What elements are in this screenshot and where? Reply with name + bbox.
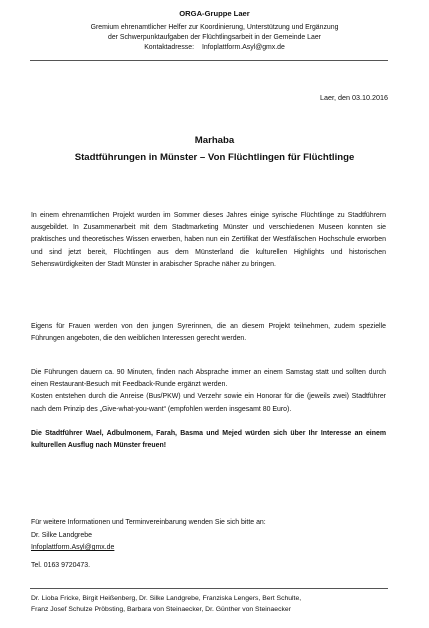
tour-costs-text: Kosten entstehen durch die Anreise (Bus/PKW) und Verzehr sowie ein Honorar für die (jeweils zwei) Stadtführer nach dem Prinzip des „Give-what-you-want“ (empfohlen werden insgesamt 80 Euro). [31, 393, 386, 413]
footer-members-line-1: Dr. Lioba Fricke, Birgit Heißenberg, Dr. Silke Landgrebe, Franziska Lengers, Bert Schulte, [31, 595, 302, 602]
contact-address-email: Infoplattform.Asyl@gmx.de [201, 44, 285, 51]
footer-members [31, 594, 391, 615]
organization-description-line-2: der Schwerpunktaufgaben der Flüchtlingsarbeit in der Gemeinde Laer [108, 34, 321, 41]
contact-intro: Für weitere Informationen und Terminvereinbarung wenden Sie sich bitte an: [31, 519, 266, 526]
contact-block [31, 517, 266, 572]
paragraph-women-tours: Eigens für Frauen werden von den jungen Syrerinnen, die an diesem Projekt teilnehmen, zudem spezielle Führungen angeboten, die den weiblichen Interessen gerecht werden. [31, 323, 386, 343]
organization-title: ORGA-Gruppe Laer [179, 9, 250, 18]
paragraph-guides: Die Stadtführer Wael, Adbulmonem, Farah, Basma und Mejed würden sich über Ihr Interesse an einem kulturellen Ausflug nach Münster freuen! [31, 430, 386, 450]
paragraph-project: In einem ehrenamtlichen Projekt wurden im Sommer dieses Jahres einige syrische Flüchtlinge zu Stadtführern ausgebildet. In Zusammenarbeit mit dem Stadtmarketing Münster und verschiedenen Museen konnten sie praktisches und theoretisches Wissen erwerben, haben nun ein Zertifikat der Westfälischen Hochschule erworben und sind jetzt bereit, Flüchtlingen aus dem Münsterland die kulturellen Highlights und historischen Sehenswürdigkeiten der Stadt Münster in arabischer Sprache näher zu bringen. [31, 212, 386, 268]
letter-date: Laer, den 03.10.2016 [320, 93, 388, 102]
letter-title: Marhaba [194, 135, 235, 146]
footer-divider [30, 588, 388, 589]
paragraph-tour-details [31, 367, 386, 416]
header-divider [30, 60, 388, 61]
contact-phone: Tel. 0163 9720473. [31, 561, 91, 569]
contact-email-link[interactable]: Infoplattform.Asyl@gmx.de [31, 544, 115, 551]
footer-members-line-2: Franz Josef Schulze Pröbsting, Barbara von Steinaecker, Dr. Günther von Steinaecker [31, 605, 291, 613]
tour-duration-text: Die Führungen dauern ca. 90 Minuten, finden nach Absprache immer an einem Samstag statt und sollten durch einen Restaurant-Besuch mit Feedback-Runde ergänzt werden. [31, 369, 386, 389]
contact-name: Dr. Silke Landgrebe [31, 531, 92, 539]
organization-contact [0, 44, 429, 51]
contact-address-label: Kontaktadresse: [144, 44, 194, 51]
organization-description-line-1: Gremium ehrenamtlicher Helfer zur Koordinierung, Unterstützung und Ergänzung [90, 24, 339, 31]
letter-subtitle: Stadtführungen in Münster – Von Flüchtlingen für Flüchtlinge [74, 152, 355, 163]
